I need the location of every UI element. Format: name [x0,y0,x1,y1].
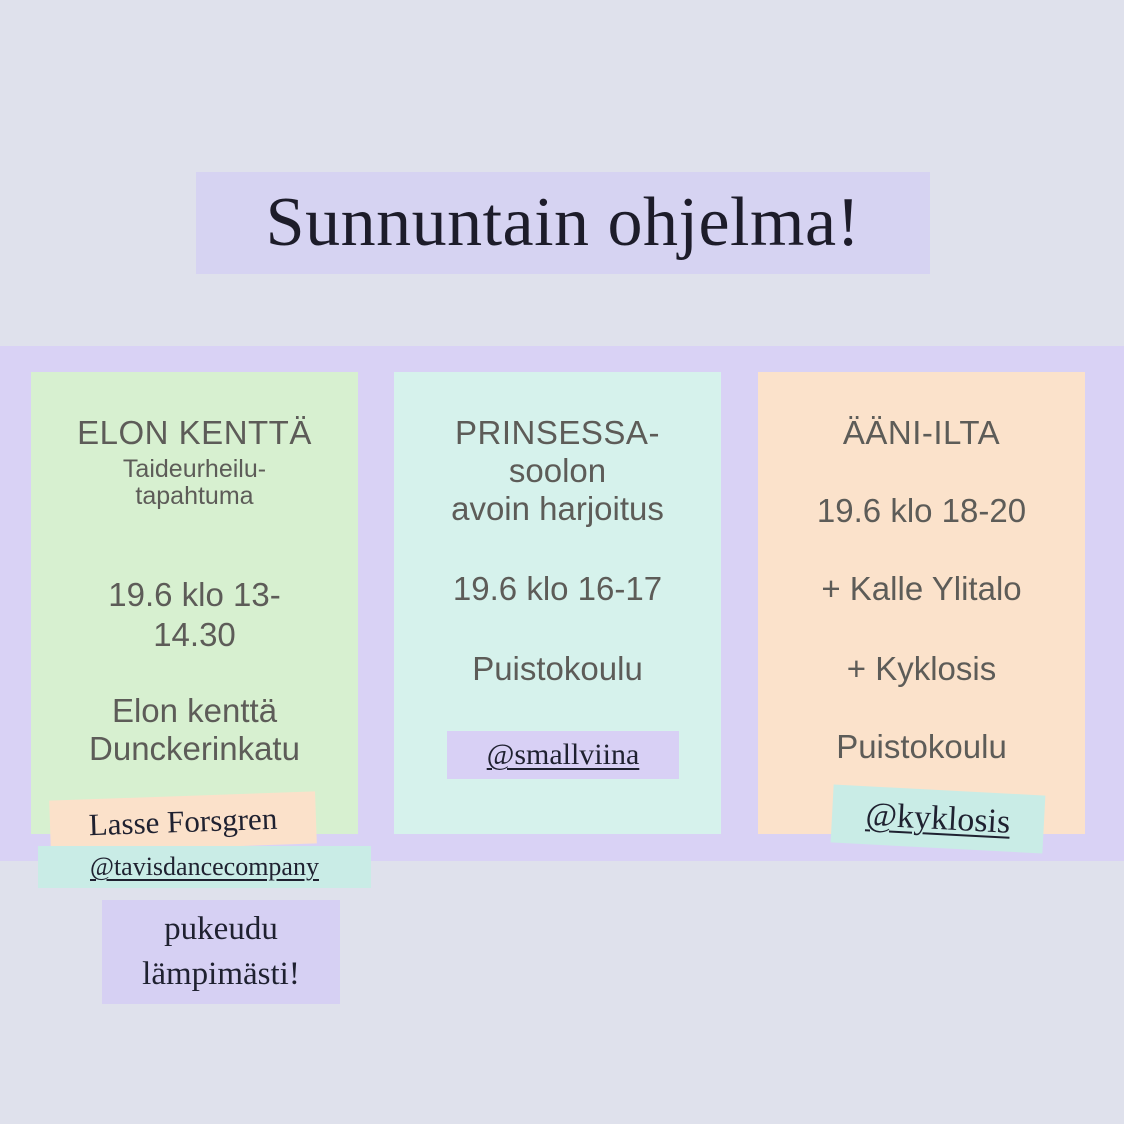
event-time: 19.6 klo 18-20 [816,492,1027,529]
name-text: Lasse Forsgren [88,800,278,843]
event-subtitle-line: Taideurheilu- [122,455,267,483]
event-heading-line: soolon [508,452,607,489]
note-line: lämpimästi! [142,956,300,992]
event-heading-line: avoin harjoitus [451,490,664,527]
event-place: Puistokoulu [836,728,1007,765]
event-time: 19.6 klo 16-17 [452,570,663,607]
page-title: Sunnuntain ohjelma! [265,184,861,261]
event-performer: + Kyklosis [846,650,997,687]
handle-text[interactable]: @kyklosis [864,796,1012,841]
event-heading: ÄÄNI-ILTA [842,414,1001,451]
event-card-elon-kentta [31,372,358,834]
event-place-line: Dunckerinkatu [89,730,300,767]
event-card-aani-ilta [758,372,1085,834]
event-place: Puistokoulu [472,650,643,687]
handle-tag-smallviina[interactable] [447,731,679,779]
event-performer: + Kalle Ylitalo [821,570,1022,607]
event-place-line: Elon kenttä [111,692,278,729]
handle-text[interactable]: @tavisdancecompany [90,852,319,881]
handle-tag-tavisdancecompany[interactable] [38,846,371,888]
event-time-line: 19.6 klo 13- [108,576,281,613]
event-heading: ELON KENTTÄ [77,414,312,451]
event-subtitle-line: tapahtuma [135,482,254,510]
event-time-line: 14.30 [153,616,236,653]
name-tag-lasse-forsgren [49,791,317,852]
handle-text[interactable]: @smallviina [486,738,640,771]
event-heading-line: PRINSESSA- [455,414,660,451]
note-sticker [102,900,340,1004]
note-line: pukeudu [164,911,278,947]
handle-tag-kyklosis[interactable] [831,784,1046,853]
